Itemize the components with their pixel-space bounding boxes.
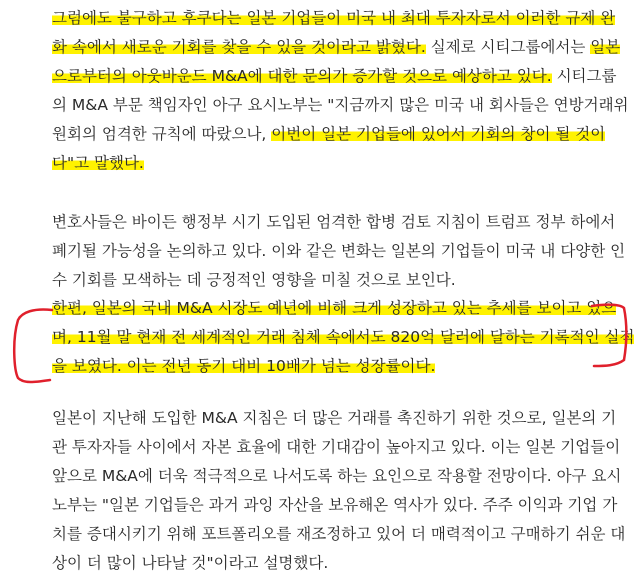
paragraph — [52, 4, 629, 178]
text-segment: 상이 더 많이 나타날 것"이라고 설명했다. — [52, 554, 329, 572]
text-line — [52, 352, 634, 381]
text-line — [52, 237, 625, 266]
text-line — [52, 266, 625, 295]
text-segment: 앞으로 M&A에 더욱 적극적으로 나서도록 하는 요인으로 작용할 전망이다. 아구 요시 — [52, 467, 622, 485]
text-segment: 실제로 시티그룹에서는 — [425, 38, 591, 56]
text-line — [52, 149, 629, 178]
highlighted-text: 다"고 말했다. — [52, 154, 144, 172]
paragraph — [52, 208, 625, 295]
text-line — [52, 91, 629, 120]
text-line — [52, 62, 629, 91]
highlighted-text: 한편, 일본의 국내 M&A 시장도 예년에 비해 크게 성장하고 있는 추세를 보이고 있으 — [52, 299, 617, 317]
text-line — [52, 404, 625, 433]
text-segment: 의 M&A 부문 책임자인 아구 요시노부는 "지금까지 많은 미국 내 회사들은 연방거래위 — [52, 96, 629, 114]
text-segment: 시티그룹 — [551, 67, 617, 85]
text-segment: 노부는 "일본 기업들은 과거 과잉 자산을 보유해온 역사가 있다. 주주 이익과 기업 가 — [52, 496, 618, 514]
text-segment: 수 기회를 모색하는 데 긍정적인 영향을 미칠 것으로 보인다. — [52, 271, 456, 289]
highlighted-text: 이번이 일본 기업들에 있어서 기회의 창이 될 것이 — [271, 125, 606, 143]
text-line — [52, 4, 629, 33]
text-line — [52, 294, 634, 323]
highlighted-text: 일본 — [590, 38, 621, 56]
highlighted-text: 그럼에도 불구하고 후쿠다는 일본 기업들이 미국 내 최대 투자자로서 이러한 규제 완 — [52, 9, 616, 27]
text-line — [52, 462, 625, 491]
text-segment: 일본이 지난해 도입한 M&A 지침은 더 많은 거래를 촉진하기 위한 것으로, 일본의 기 — [52, 409, 617, 427]
text-line — [52, 323, 634, 352]
paragraph — [52, 294, 634, 381]
text-line — [52, 208, 625, 237]
text-segment: 치를 증대시키기 위해 포트폴리오를 재조정하고 있어 더 매력적이고 구매하기 쉬운 대 — [52, 525, 626, 543]
highlighted-text: 을 보였다. 이는 전년 동기 대비 10배가 넘는 성장률이다. — [52, 357, 436, 375]
text-line — [52, 520, 625, 549]
text-line — [52, 549, 625, 578]
text-line — [52, 33, 629, 62]
highlighted-text: 화 속에서 새로운 기회를 찾을 수 있을 것이라고 밝혔다. — [52, 38, 426, 56]
paragraph — [52, 404, 625, 578]
highlighted-text: 으로부터의 아웃바운드 M&A에 대한 문의가 증가할 것으로 예상하고 있다. — [52, 67, 552, 85]
text-line — [52, 120, 629, 149]
text-segment: 관 투자자들 사이에서 자본 효율에 대한 기대감이 높아지고 있다. 이는 일본 기업들이 — [52, 438, 621, 456]
text-segment: 폐기될 가능성을 논의하고 있다. 이와 같은 변화는 일본의 기업들이 미국 내 다양한 인 — [52, 242, 626, 260]
text-line — [52, 433, 625, 462]
text-segment: 변호사들은 바이든 행정부 시기 도입된 엄격한 합병 검토 지침이 트럼프 정부 하에서 — [52, 213, 616, 231]
text-segment: 원회의 엄격한 규칙에 따랐으나, — [52, 125, 272, 143]
highlighted-text: 며, 11월 말 현재 전 세계적인 거래 침체 속에서도 820억 달러에 달하는 기록적인 실적 — [52, 328, 635, 346]
text-line — [52, 491, 625, 520]
